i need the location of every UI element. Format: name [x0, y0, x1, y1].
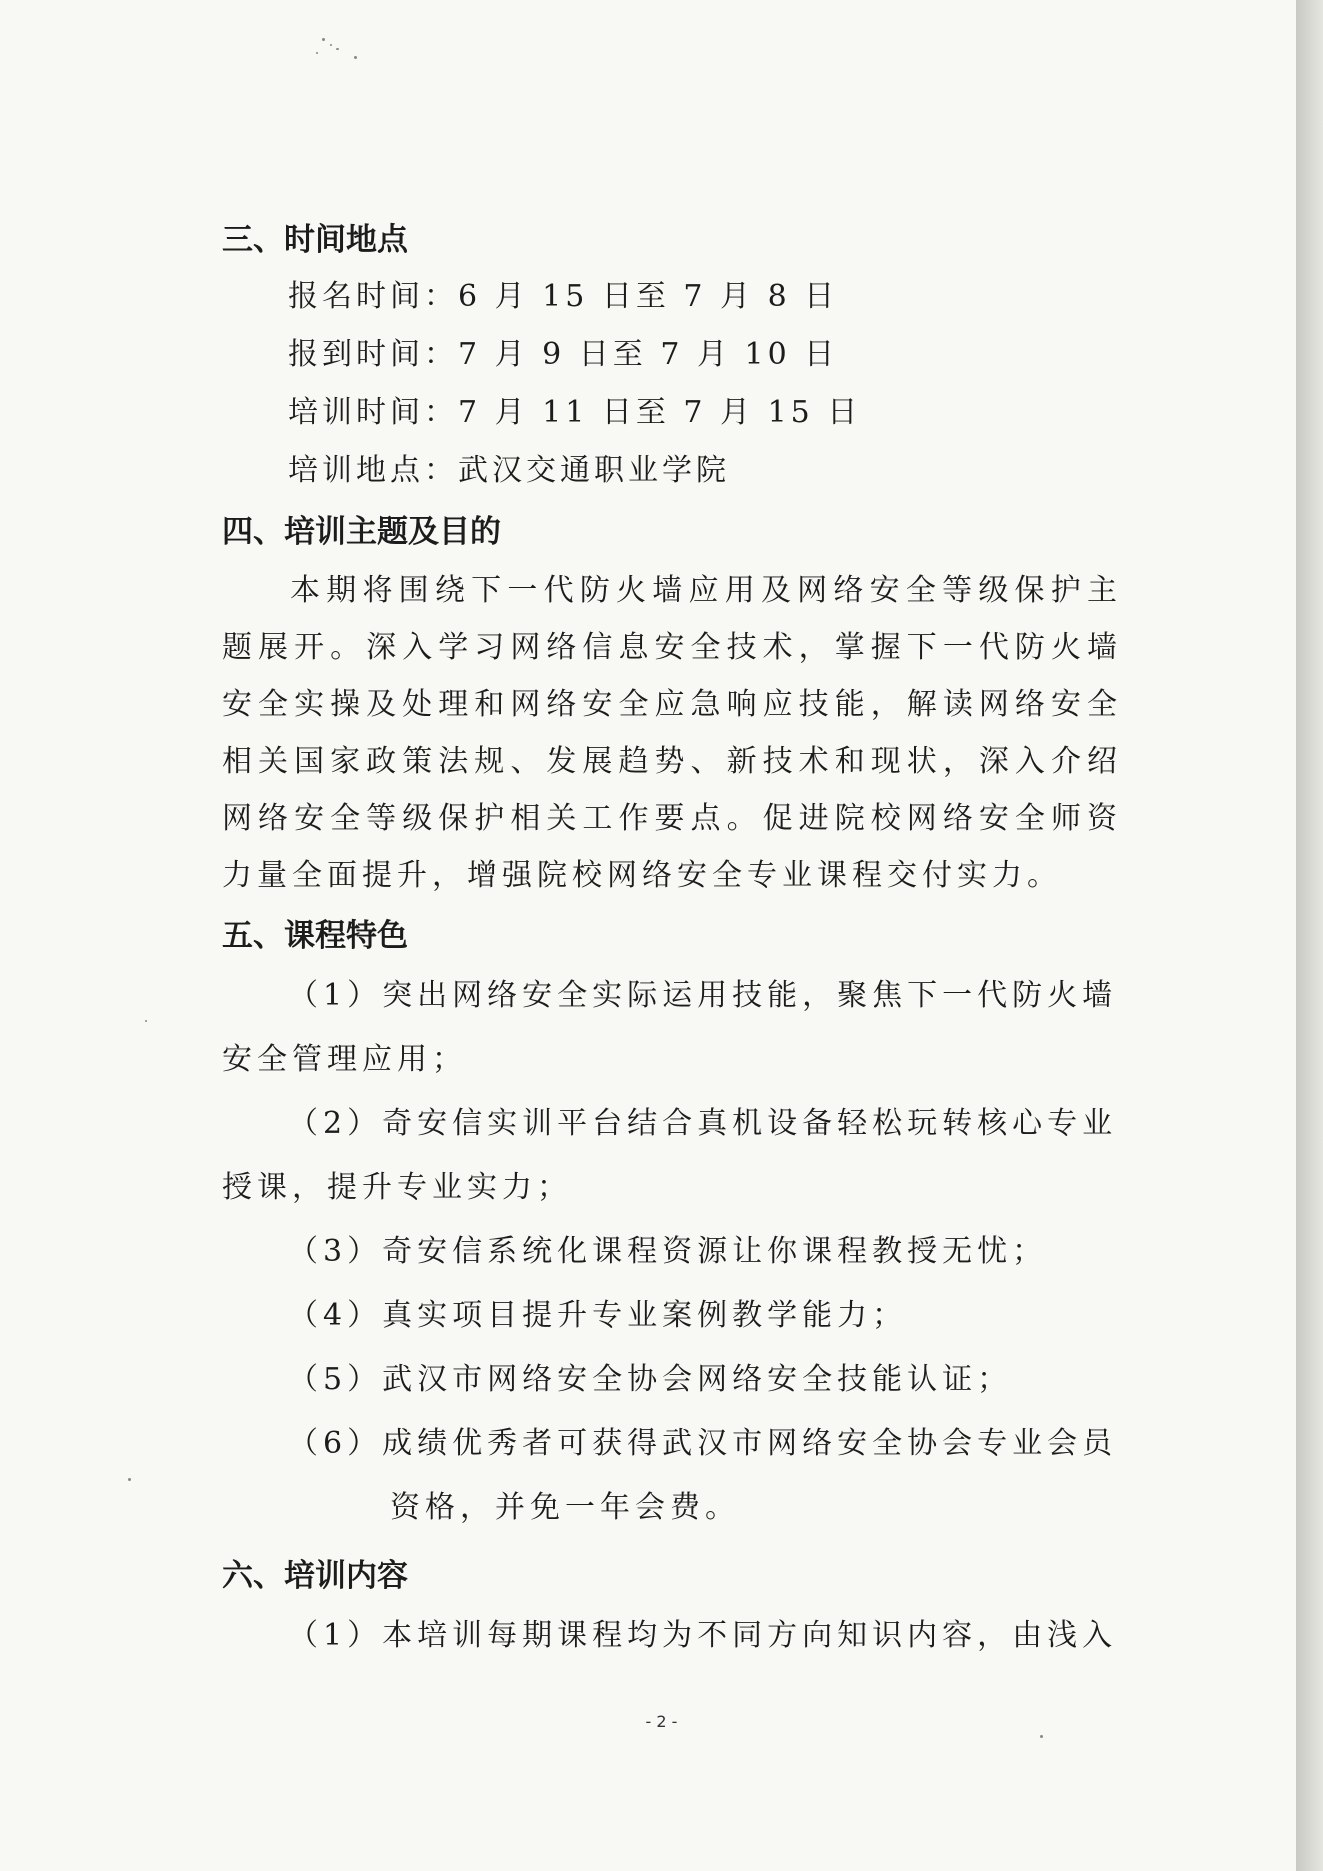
section-heading-course-features: 五、课程特色	[222, 918, 408, 954]
document-body	[222, 212, 1122, 1668]
scan-speck	[145, 1020, 147, 1022]
scan-speck	[1040, 1735, 1043, 1738]
scan-speck	[354, 56, 357, 59]
feature-item-4: （4）真实项目提升专业案例教学能力；	[288, 1298, 908, 1333]
feature-item-3: （3）奇安信系统化课程资源让你课程教授无忧；	[288, 1234, 1048, 1269]
feature-item-1-continued: 安全管理应用；	[222, 1042, 467, 1077]
feature-item-6-continued: 资格，并免一年会费。	[390, 1490, 740, 1525]
section-heading-training-content: 六、培训内容	[222, 1558, 408, 1594]
theme-purpose-paragraph: 本期将围绕下一代防火墙应用及网络安全等级保护主题展开。深入学习网络信息安全技术，掌握下一代防火墙安全实操及处理和网络安全应急响应技能，解读网络安全相关国家政策法规、发展趋势、新技术和现状，深入介绍网络安全等级保护相关工作要点。促进院校网络安全师资力量全面提升，增强院校网络安全专业课程交付实力。	[222, 573, 1122, 893]
registration-time: 报名时间：6 月 15 日至 7 月 8 日	[288, 279, 839, 314]
section-heading-theme-purpose: 四、培训主题及目的	[222, 514, 501, 550]
scan-speck	[128, 1478, 131, 1481]
training-location: 培训地点：武汉交通职业学院	[288, 453, 730, 488]
scan-speck	[336, 48, 339, 50]
training-content-item-1: （1）本培训每期课程均为不同方向知识内容，由浅入	[288, 1618, 1118, 1653]
section-heading-time-location: 三、时间地点	[222, 222, 408, 258]
scan-right-edge	[1296, 0, 1323, 1871]
page-number: - 2 -	[645, 1712, 678, 1731]
scan-speck	[322, 38, 325, 41]
training-time: 培训时间：7 月 11 日至 7 月 15 日	[288, 395, 862, 430]
feature-item-1: （1）突出网络安全实际运用技能，聚焦下一代防火墙	[288, 978, 1118, 1013]
check-in-time: 报到时间：7 月 9 日至 7 月 10 日	[288, 337, 839, 372]
feature-item-2-continued: 授课，提升专业实力；	[222, 1170, 572, 1205]
scan-speck	[316, 52, 318, 54]
scan-speck	[330, 44, 332, 46]
feature-item-2: （2）奇安信实训平台结合真机设备轻松玩转核心专业	[288, 1106, 1118, 1141]
feature-item-6: （6）成绩优秀者可获得武汉市网络安全协会专业会员	[288, 1426, 1118, 1461]
feature-item-5: （5）武汉市网络安全协会网络安全技能认证；	[288, 1362, 1013, 1397]
